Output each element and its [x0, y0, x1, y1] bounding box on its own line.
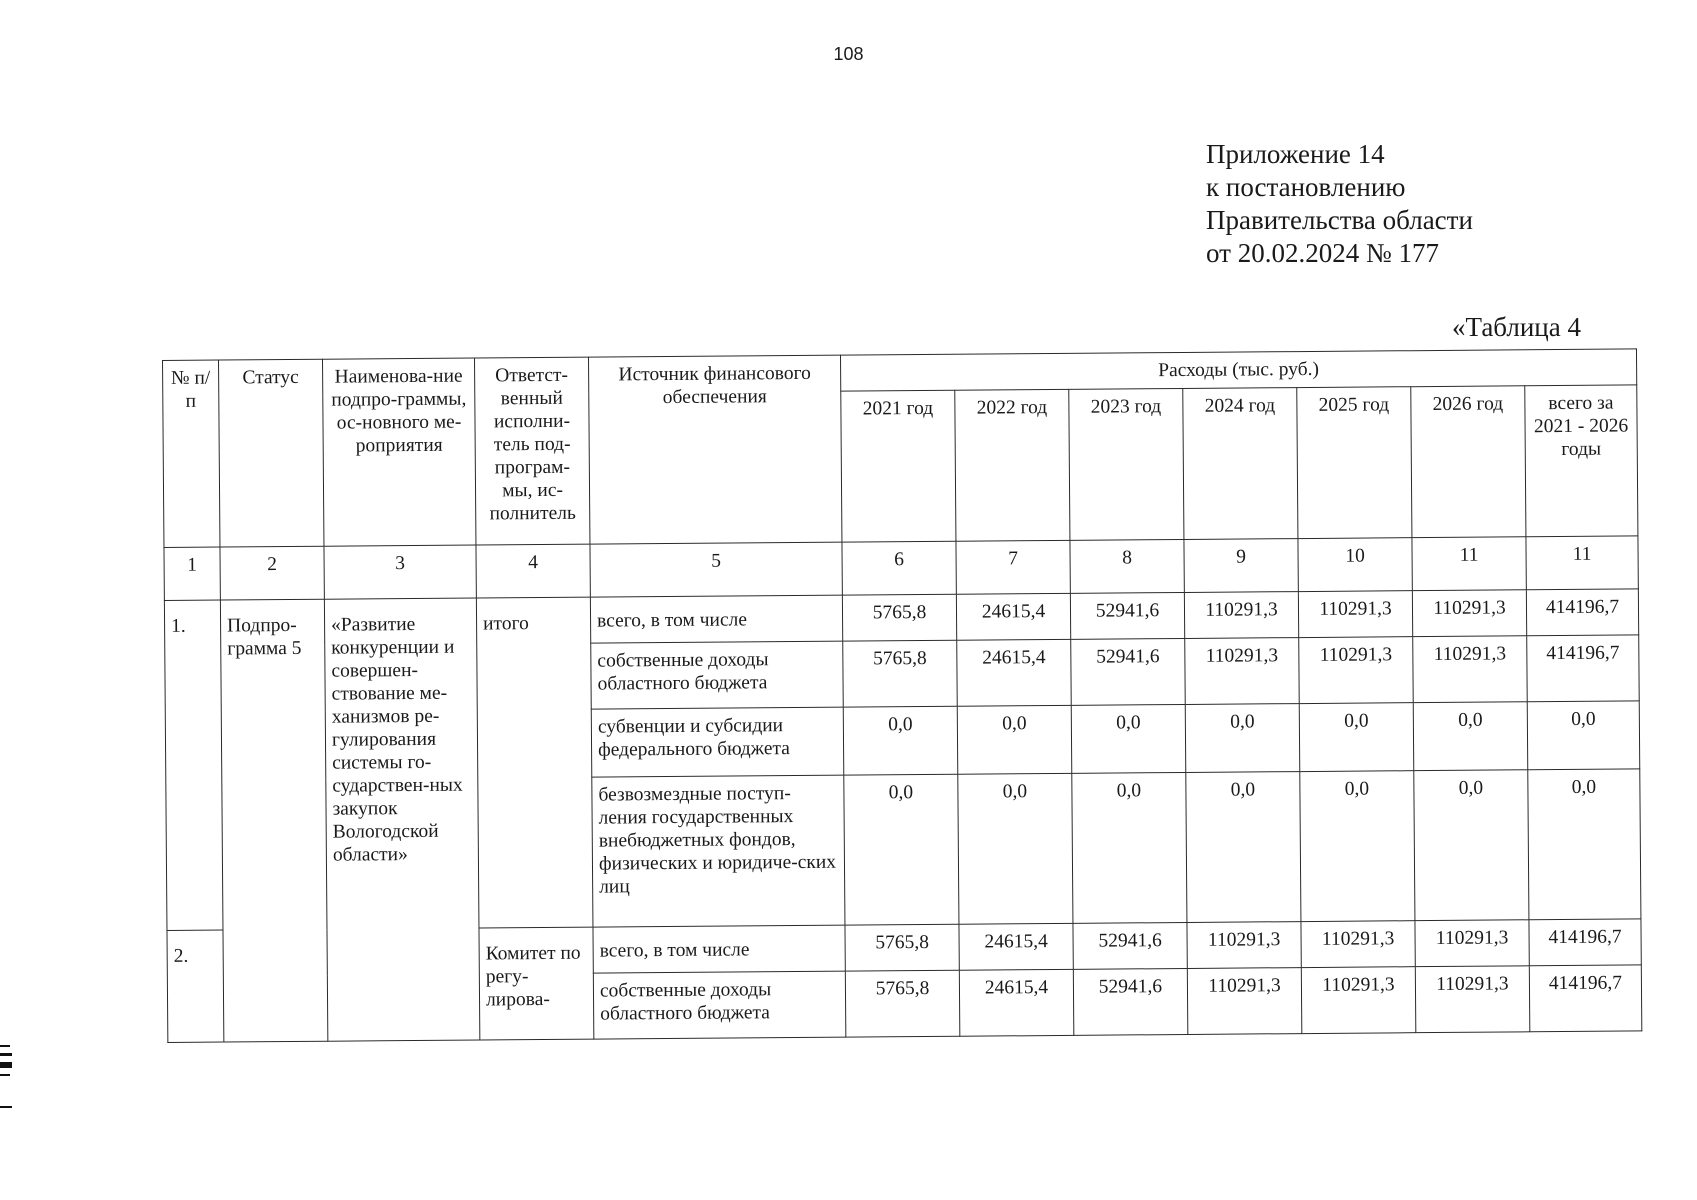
value-cell: 0,0 [1528, 769, 1641, 920]
value-cell: 52941,6 [1071, 638, 1186, 705]
table-label: «Таблица 4 [1452, 312, 1581, 342]
value-cell: 414196,7 [1527, 635, 1640, 702]
source-cell: собственные доходы областного бюджета [591, 641, 844, 709]
row-name: «Развитие конкуренции и совершен-ствование ме-ханизмов ре-гулирования системы го-сударствен-ных закупок Вологодской области» [324, 598, 479, 1041]
header-year: 2025 год [1297, 387, 1412, 539]
value-cell: 110291,3 [1415, 920, 1529, 967]
header-year: 2026 год [1411, 386, 1526, 538]
value-cell: 110291,3 [1415, 966, 1530, 1033]
value-cell: 110291,3 [1413, 636, 1528, 703]
appendix-line: от 20.02.2024 № 177 [1206, 238, 1439, 268]
column-index: 6 [842, 541, 956, 595]
budget-table-wrapper [162, 348, 1641, 1043]
value-cell: 52941,6 [1073, 968, 1188, 1035]
header-year: 2023 год [1069, 388, 1184, 540]
value-cell: 0,0 [1072, 772, 1187, 923]
appendix-line: Приложение 14 [1206, 139, 1385, 169]
value-cell: 0,0 [1413, 702, 1528, 771]
value-cell: 5765,8 [843, 640, 958, 707]
appendix-line: Правительства области [1206, 205, 1473, 235]
value-cell: 5765,8 [842, 594, 956, 641]
column-index: 10 [1298, 538, 1412, 592]
header-source: Источник финансового обеспечения [588, 355, 841, 544]
column-index: 9 [1184, 539, 1298, 593]
value-cell: 0,0 [843, 706, 958, 775]
value-cell: 5765,8 [845, 970, 960, 1037]
source-cell: субвенции и субсидии федерального бюджета [591, 707, 844, 777]
column-index: 3 [324, 545, 476, 599]
header-year: 2022 год [955, 389, 1070, 541]
value-cell: 0,0 [1185, 704, 1300, 773]
value-cell: 0,0 [1414, 770, 1529, 921]
value-cell: 24615,4 [959, 923, 1073, 970]
value-cell: 414196,7 [1529, 919, 1641, 966]
appendix-block [1206, 138, 1473, 270]
appendix-line: к постановлению [1206, 172, 1406, 202]
header-year: 2021 год [841, 390, 956, 542]
source-cell: всего, в том числе [593, 925, 845, 973]
value-cell: 414196,7 [1526, 589, 1638, 636]
value-cell: 0,0 [1299, 703, 1414, 772]
row-status: Подпро-грамма 5 [220, 599, 327, 1042]
budget-table [162, 348, 1642, 1043]
value-cell: 110291,3 [1299, 637, 1414, 704]
source-cell: безвозмездные поступ-ления государственных внебюджетных фондов, физических и юридиче-ских лиц [592, 775, 845, 927]
value-cell: 5765,8 [845, 924, 959, 971]
column-index: 8 [1070, 539, 1184, 593]
source-cell: собственные доходы областного бюджета [593, 971, 846, 1039]
value-cell: 0,0 [958, 773, 1073, 924]
value-cell: 110291,3 [1185, 638, 1300, 705]
value-cell: 0,0 [1527, 701, 1640, 770]
header-total: всего за 2021 - 2026 годы [1525, 385, 1638, 537]
value-cell: 110291,3 [1298, 591, 1412, 638]
column-index: 7 [956, 540, 1070, 594]
header-status: Статус [219, 359, 324, 547]
scan-edge-marks [0, 1045, 14, 1114]
column-index: 2 [220, 546, 324, 600]
value-cell: 110291,3 [1184, 592, 1298, 639]
value-cell: 110291,3 [1301, 967, 1416, 1034]
source-cell: всего, в том числе [590, 595, 842, 643]
header-year: 2024 год [1183, 388, 1298, 540]
column-index: 11 [1412, 537, 1526, 591]
column-index: 4 [476, 544, 590, 598]
header-executor: Ответст-венный исполни-тель под-програм-мы, ис-полнитель [474, 357, 589, 545]
row-number: 2. [167, 930, 224, 1042]
row-executor: итого [476, 597, 593, 928]
row-number: 1. [164, 600, 223, 930]
page-number: 108 [833, 44, 864, 64]
header-expenses: Расходы (тыс. руб.) [840, 349, 1636, 391]
value-cell: 24615,4 [956, 593, 1070, 640]
value-cell: 52941,6 [1073, 922, 1187, 969]
value-cell: 24615,4 [957, 639, 1072, 706]
value-cell: 110291,3 [1187, 922, 1301, 969]
value-cell: 0,0 [844, 774, 959, 925]
column-index: 1 [164, 547, 220, 600]
value-cell: 0,0 [957, 705, 1072, 774]
value-cell: 0,0 [1186, 772, 1301, 923]
value-cell: 24615,4 [959, 969, 1074, 1036]
row-executor: Комитет по регу-лирова- [479, 927, 594, 1040]
value-cell: 0,0 [1071, 704, 1186, 773]
value-cell: 52941,6 [1070, 592, 1184, 639]
column-index: 5 [590, 542, 842, 597]
value-cell: 110291,3 [1412, 590, 1526, 637]
header-name: Наименова-ние подпро-граммы, ос-новного ме-роприятия [322, 358, 475, 546]
value-cell: 110291,3 [1301, 921, 1415, 968]
value-cell: 110291,3 [1187, 968, 1302, 1035]
value-cell: 0,0 [1300, 771, 1415, 922]
header-num: № п/п [163, 360, 220, 547]
column-index: 11 [1526, 536, 1638, 590]
value-cell: 414196,7 [1529, 965, 1642, 1032]
